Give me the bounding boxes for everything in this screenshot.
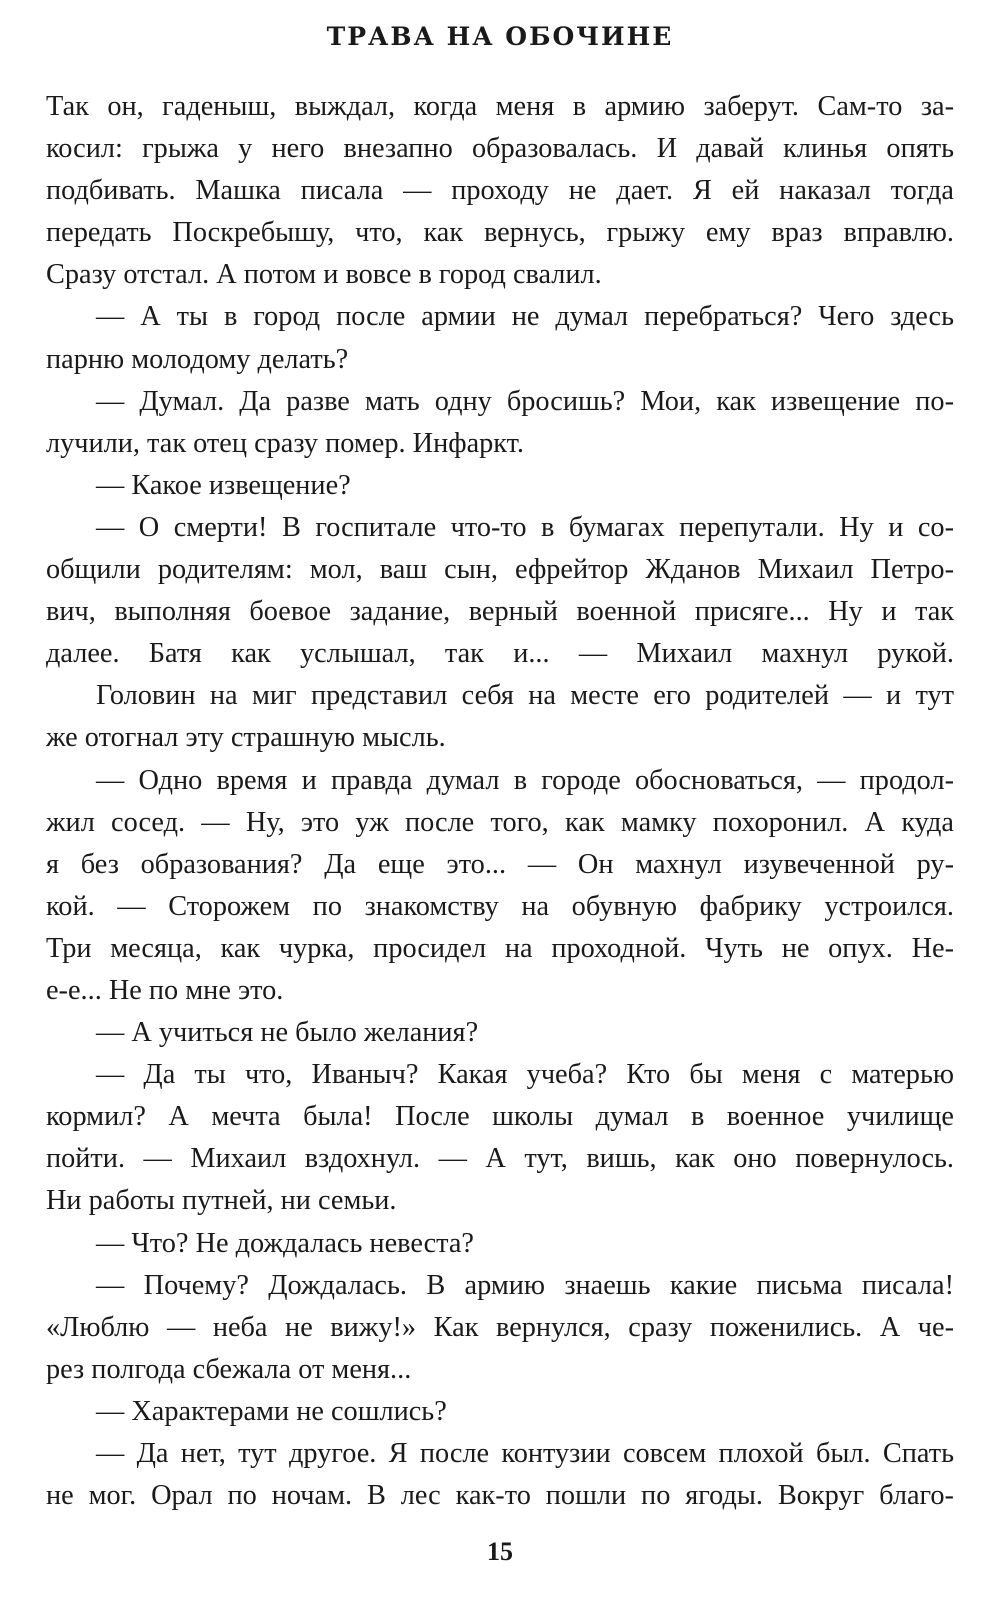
text-line: — Почему? Дождалась. В армию знаешь какие письма писала! (96, 1269, 954, 1301)
text-line: — Да нет, тут другое. Я после контузии совсем плохой был. Спать (96, 1438, 954, 1469)
text-line: Так он, гаденыш, выждал, когда меня в армию заберут. Сам-то за- (46, 91, 954, 122)
text-line: — А ты в город после армии не думал перебраться? Чего здесь (96, 301, 954, 333)
text-line: передать Поскребышу, что, как вернусь, грыжу ему враз вправлю. (46, 217, 954, 249)
text-line: лучили, так отец сразу помер. Инфаркт. (46, 427, 524, 459)
text-line: косил: грыжа у него внезапно образовалась. И давай клинья опять (46, 133, 954, 165)
body-text (46, 86, 954, 1517)
text-line: кой. — Сторожем по знакомству на обувную фабрику устроился. (46, 890, 954, 922)
text-line: «Люблю — неба не вижу!» Как вернулся, сразу поженились. А че- (46, 1311, 954, 1343)
text-line: же отогнал эту страшную мысль. (46, 722, 446, 754)
text-line: парню молодому делать? (46, 343, 349, 375)
text-line: общили родителям: мол, ваш сын, ефрейтор Жданов Михаил Петро- (46, 554, 954, 586)
text-line: — Да ты что, Иваныч? Какая учеба? Кто бы меня с матерью (96, 1059, 954, 1091)
text-line: Сразу отстал. А потом и вовсе в город свалил. (46, 259, 602, 291)
text-line: жил сосед. — Ну, это уж после того, как мамку похоронил. А куда (46, 806, 954, 838)
text-line: — Думал. Да разве мать одну бросишь? Мои, как извещение по- (96, 385, 954, 417)
text-line: я без образования? Да еще это... — Он махнул изувеченной ру- (46, 848, 954, 880)
page-number: 15 (487, 1537, 513, 1566)
text-line: — Какое извещение? (96, 469, 351, 501)
text-line: пойти. — Михаил вздохнул. — А тут, вишь, как оно повернулось. (46, 1143, 954, 1175)
text-line: — О смерти! В госпитале что-то в бумагах перепутали. Ну и со- (96, 511, 954, 543)
text-line: Головин на миг представил себя на месте его родителей — и тут (96, 680, 954, 712)
text-line: — Одно время и правда думал в городе обосноваться, — продол- (96, 764, 954, 796)
running-head: ТРАВА НА ОБОЧИНЕ (326, 22, 674, 51)
text-line: кормил? А мечта была! После школы думал в военное училище (46, 1101, 954, 1133)
text-line: — А учиться не было желания? (96, 1017, 479, 1049)
text-line: далее. Батя как услышал, так и... — Михаил махнул рукой. (46, 638, 954, 670)
text-line: — Что? Не дождалась невеста? (96, 1227, 474, 1259)
text-line: вич, выполняя боевое задание, верный военной присяге... Ну и так (46, 596, 954, 628)
text-line: подбивать. Машка писала — проходу не дает. Я ей наказал тогда (46, 175, 954, 207)
text-line: Три месяца, как чурка, просидел на проходной. Чуть не опух. Не- (46, 932, 954, 964)
text-line: — Характерами не сошлись? (96, 1395, 447, 1427)
text-line: не мог. Орал по ночам. В лес как-то пошли по ягоды. Вокруг благо- (46, 1480, 954, 1512)
text-line: е-е... Не по мне это. (46, 974, 284, 1006)
text-line: рез полгода сбежала от меня... (46, 1353, 412, 1385)
text-line: Ни работы путней, ни семьи. (46, 1185, 397, 1217)
